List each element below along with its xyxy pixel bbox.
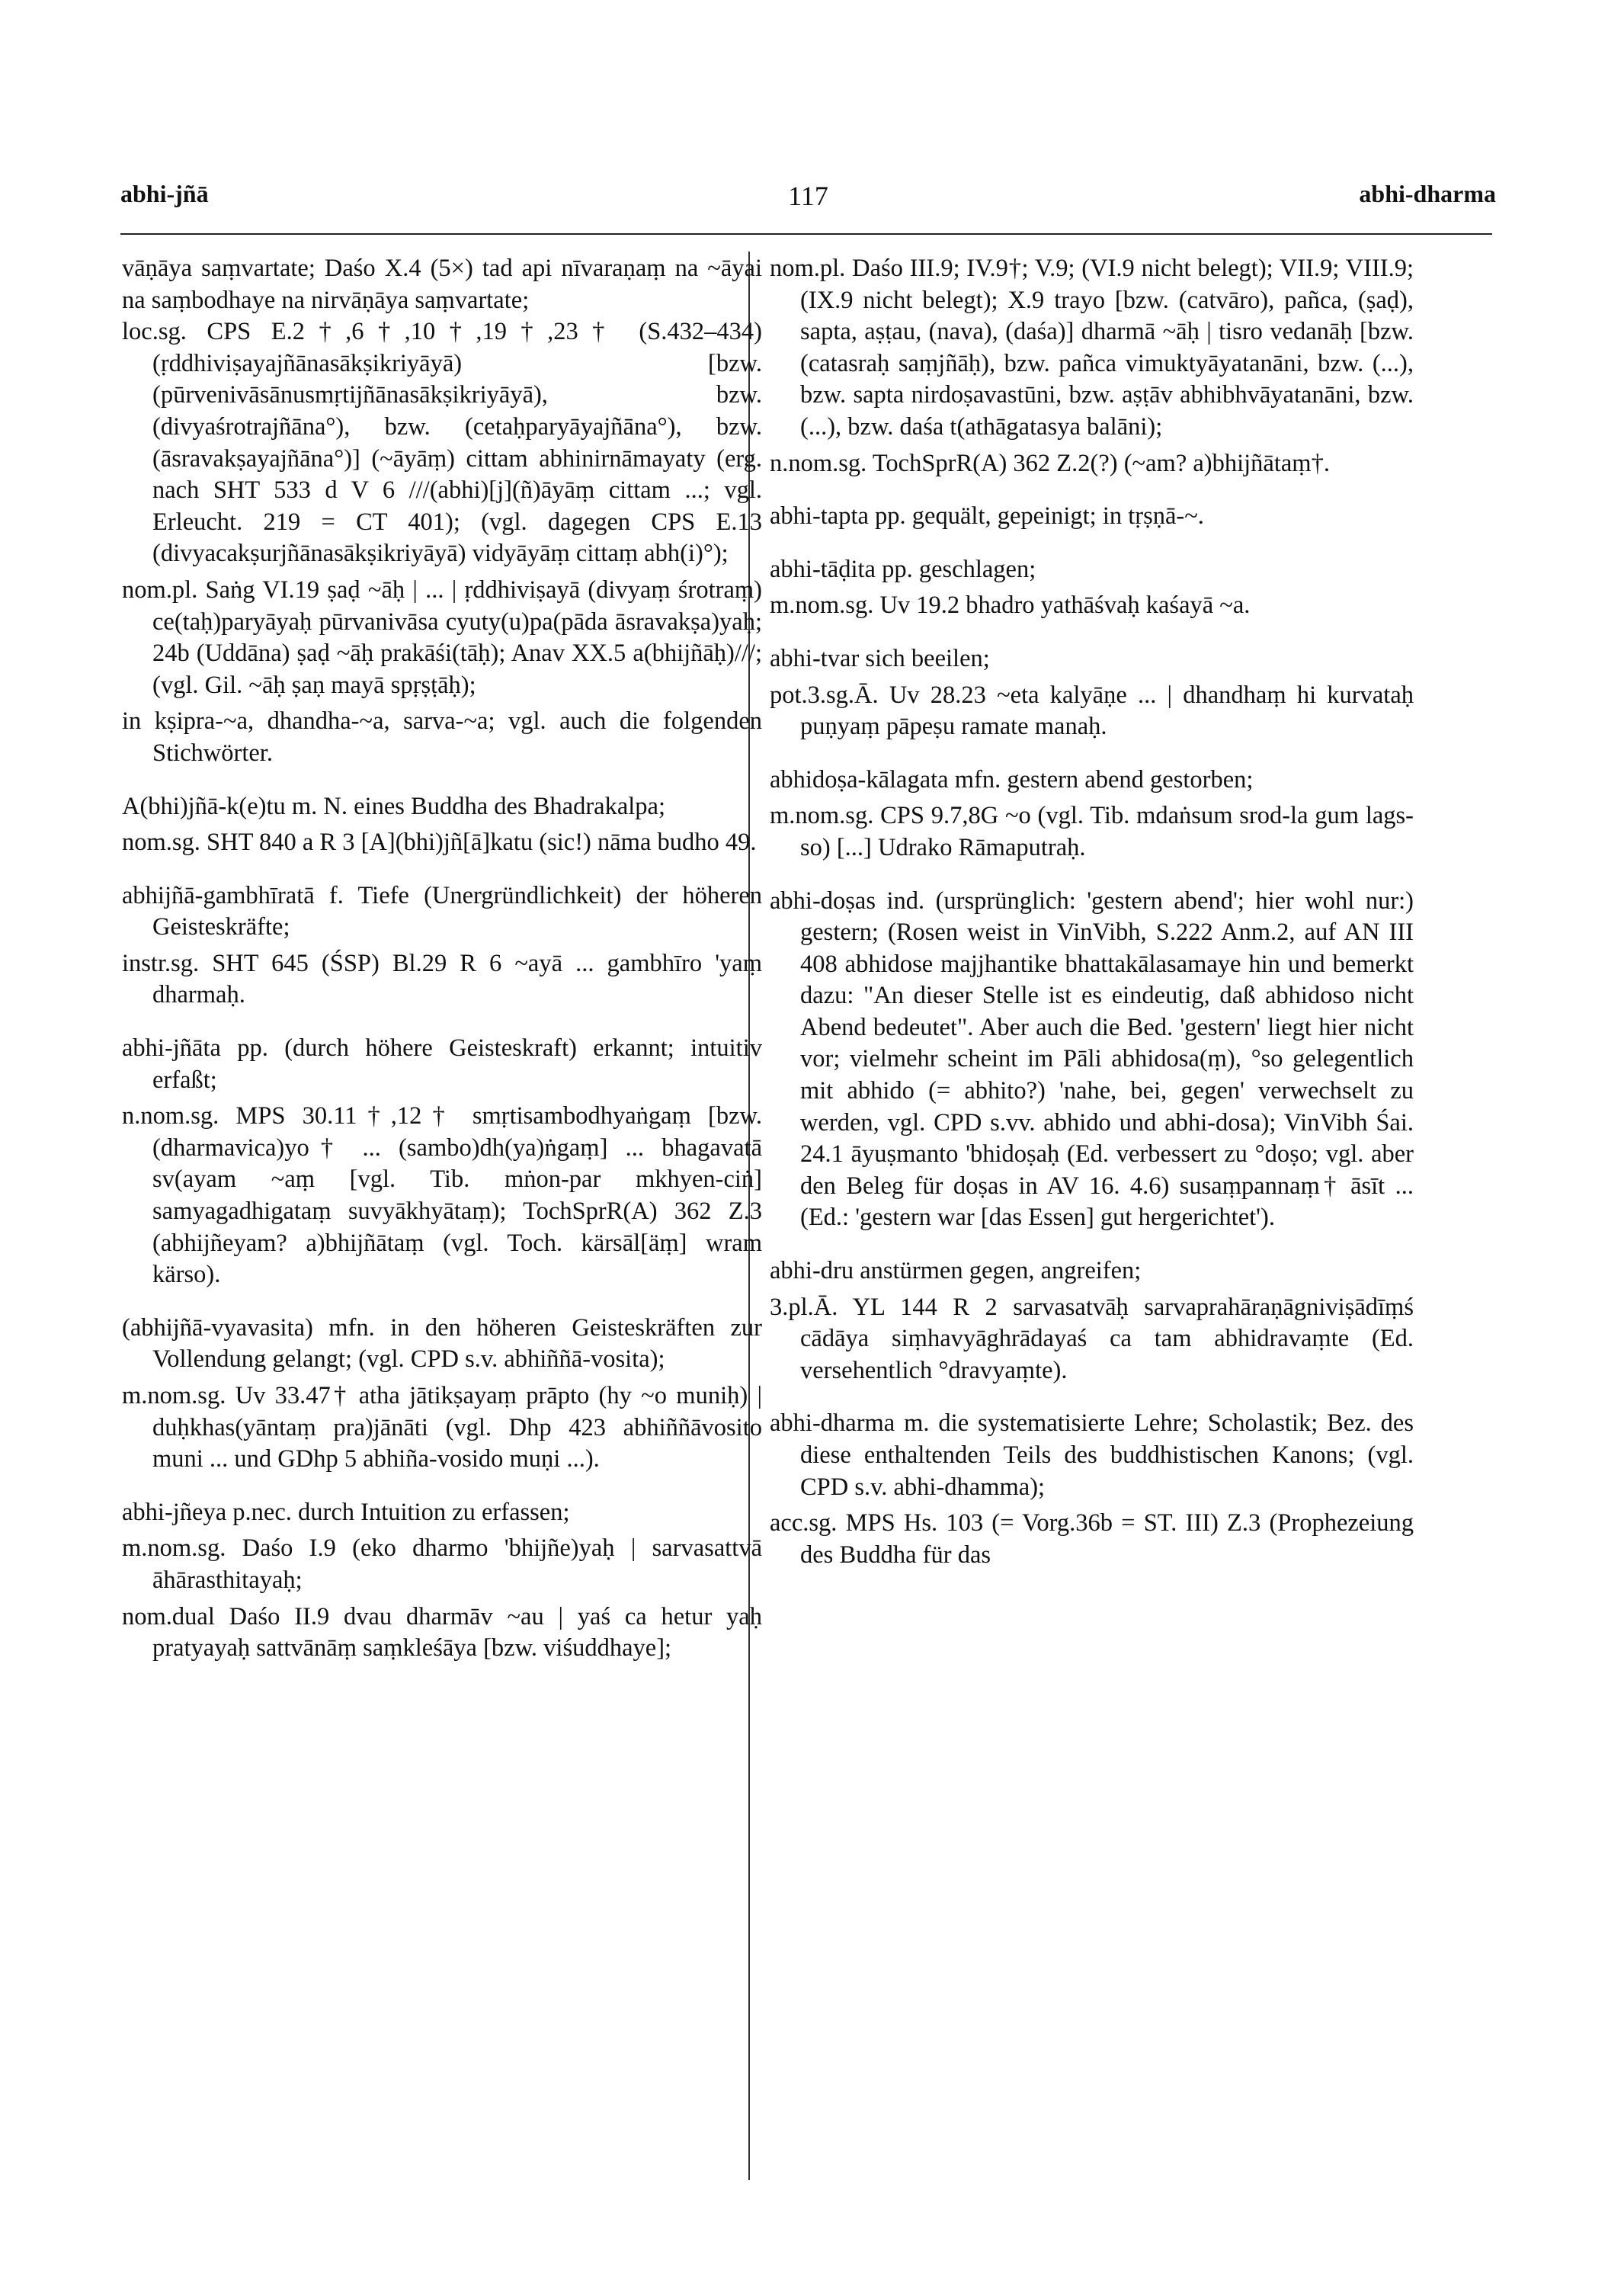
left-column [122,253,762,1686]
entry-headword: A(bhi)jñā-k(e)tu m. N. eines Buddha des Bhadrakalpa; [122,792,665,820]
entry-paragraph: acc.sg. MPS Hs. 103 (= Vorg.36b = ST. III) Z.3 (Prophezeiung des Buddha für das [770,1509,1414,1569]
dictionary-entry [122,791,762,859]
right-column [770,253,1414,1592]
entry-headword: (abhijñā-vyavasita) mfn. in den höheren Geisteskräften zur Vollendung gelangt; (vgl. CPD s.v. abhiññā-vosita); [122,1313,762,1374]
entry-paragraph: n.nom.sg. MPS 30.11†,12† smṛtisambodhyaṅgaṃ [bzw. (dharmavica)yo† ... (sambo)dh(ya)ṅgaṃ] ... bhagavatā sv(ayam ~aṃ [vgl. Tib. mṅon-par mkhyen-ciṅ] samyagadhigataṃ suvyākhyātaṃ); TochSprR(A) 362 Z.3 (abhijñeyam? a)bhijñātaṃ (vgl. Toch. kärsāl[äṃ] wram kärso). [122,1102,762,1289]
dictionary-entry [122,1313,762,1476]
entry-paragraph: m.nom.sg. Uv 33.47† atha jātikṣayaṃ prāpto (hy ~o muniḥ) | duḥkhas(yāntaṃ pra)jānāti (vgl. Dhp 423 abhiññāvosito muni ... und GDhp 5 abhiña-vosido muṇi ...). [122,1382,762,1473]
dictionary-entry [770,501,1414,533]
entry-headword: abhi-tāḍita pp. geschlagen; [770,555,1036,583]
dictionary-entry [770,886,1414,1235]
dictionary-entry [770,1408,1414,1571]
entry-headword: abhi-dharma m. die systematisierte Lehre; Scholastik; Bez. des diese enthaltenden Teils des buddhistischen Kanons; (vgl. CPD s.v. abhi-dhamma); [770,1409,1414,1501]
header-right-keyword: abhi-dharma [1359,180,1496,207]
header-left-keyword: abhi-jñā [120,180,209,207]
dictionary-entry [770,253,1414,479]
entry-paragraph: nom.dual Daśo II.9 dvau dharmāv ~au | yaś ca hetur yaḥ pratyayaḥ sattvānāṃ saṃkleśāya [bzw. viśuddhaye]; [122,1602,762,1662]
page-number: 117 [788,181,828,211]
dictionary-entry [122,253,762,770]
entry-paragraph: pot.3.sg.Ā. Uv 28.23 ~eta kalyāṇe ... | dhandhaṃ hi kurvataḥ puṇyaṃ pāpeṣu ramate manaḥ. [770,681,1414,741]
entry-paragraph: m.nom.sg. CPS 9.7,8G ~o (vgl. Tib. mdaṅsum srod-la gum lags-so) [...] Udrako Rāmaputraḥ. [770,802,1414,861]
dictionary-entry [770,554,1414,622]
entry-paragraph: 3.pl.Ā. YL 144 R 2 sarvasatvāḥ sarvaprahāraṇāgniviṣādīṃś cādāya siṃhavyāghrādayaś ca tam abhidravaṃte (Ed. versehentlich °dravyaṃte). [770,1293,1414,1384]
entry-headword: abhi-jñeya p.nec. durch Intuition zu erfassen; [122,1498,570,1526]
dictionary-entry [122,1497,762,1665]
entry-headword: abhi-dru anstürmen gegen, angreifen; [770,1257,1142,1285]
dictionary-entry [122,880,762,1012]
dictionary-entry [122,1033,762,1291]
entry-headword: abhi-tvar sich beeilen; [770,644,990,672]
entry-paragraph: in kṣipra-~a, dhandha-~a, sarva-~a; vgl. auch die folgenden Stichwörter. [122,707,762,767]
running-header [120,180,1496,226]
entry-paragraph: m.nom.sg. Uv 19.2 bhadro yathāśvaḥ kaśayā ~a. [770,592,1251,620]
dictionary-entry [770,643,1414,743]
entry-paragraph: nom.sg. SHT 840 a R 3 [A](bhi)jñ[ā]katu (sic!) nāma budho 49. [122,829,757,857]
entry-headword: abhi-jñāta pp. (durch höhere Geisteskraft) erkannt; intuitiv erfaßt; [122,1034,762,1094]
entry-paragraph: nom.pl. Daśo III.9; IV.9†; V.9; (VI.9 nicht belegt); VII.9; VIII.9; (IX.9 nicht belegt); X.9 trayo [bzw. (catvāro), pañca, (ṣaḍ), sapta, aṣṭau, (nava), (daśa)] dharmā ~āḥ | tisro vedanāḥ [bzw. (catasraḥ saṃjñāḥ), bzw. pañca vimuktyāyatanāni, bzw. (...), bzw. sapta nirdoṣavastūni, bzw. aṣṭāv abhibhvāyatanāni, bzw. (...), bzw. daśa t(athāgatasya balāni); [770,255,1414,441]
entry-paragraph: nom.pl. Saṅg VI.19 ṣaḍ ~āḥ | ... | ṛddhiviṣayā (divyaṃ śrotraṃ) ce(taḥ)paryāyaḥ pūrvanivāsa cyuty(u)pa(pāda āsravakṣa)yaḥ; 24b (Uddāna) ṣaḍ ~āḥ prakāśi(tāḥ); Anav XX.5 a(bhijñāḥ)///; (vgl. Gil. ~āḥ ṣaṇ mayā spṛṣṭāḥ); [122,576,762,699]
entry-headword: abhijñā-gambhīratā f. Tiefe (Unergründlichkeit) der höheren Geisteskräfte; [122,881,762,941]
entry-headword: abhi-tapta pp. gequält, gepeinigt; in tṛṣṇā-~. [770,502,1204,531]
entry-paragraph: instr.sg. SHT 645 (ŚSP) Bl.29 R 6 ~ayā ... gambhīro 'yaṃ dharmaḥ. [122,949,762,1009]
entry-paragraph: loc.sg. CPS E.2†,6†,10†,19†,23† (S.432–434) (ṛddhiviṣayajñānasākṣikriyāyā) [bzw. (pūrvenivāsānusmṛtijñānasākṣikriyāyā), bzw. (divyaśrotrajñāna°), bzw. (cetaḥparyāyajñāna°), bzw. (āsravakṣayajñāna°)] (~āyāṃ) cittam abhinirnāmayaty (erg. nach SHT 533 d V 6 ///(abhi)[j](ñ)āyāṃ cittam ...; vgl. Erleucht. 219 = CT 401); (vgl. dagegen CPS E.13 (divyacakṣurjñānasākṣikriyāyā) vidyāyāṃ cittaṃ abh(i)°); [122,318,762,568]
entry-paragraph: m.nom.sg. Daśo I.9 (eko dharmo 'bhijñe)yaḥ | sarvasattvā āhārasthitayaḥ; [122,1534,762,1594]
dictionary-entry [770,765,1414,864]
entry-paragraph: n.nom.sg. TochSprR(A) 362 Z.2(?) (~am? a)bhijñātaṃ†. [770,449,1330,477]
entry-paragraph: vāṇāya saṃvartate; Daśo X.4 (5×) tad api nīvaraṇaṃ na ~āyai na saṃbodhaye na nirvāṇāya saṃvartate; [122,255,762,314]
entry-headword: abhi-doṣas ind. (ursprünglich: 'gestern abend'; hier wohl nur:) gestern; (Rosen weist in VinVibh, S.222 Anm.2, auf AN III 408 abhidose majjhantike bhattakālasamaye hin und bemerkt dazu: "An dieser Stelle ist es eindeutig, daß abhidoso nicht Abend bedeutet". Aber auch die Bed. 'gestern' liegt hier nicht vor; vielmehr scheint im Pāli abhidosa(ṃ), °so gelegentlich mit abhido (= abhito?) 'nahe, bei, gegen' verwechselt zu werden, vgl. CPD s.vv. abhido und abhi-dosa); VinVibh Śai. 24.1 āyuṣmanto 'bhidoṣaḥ (Ed. verbessert zu °doṣo; vgl. aber den Beleg für doṣas in AV 16. 4.6) susaṃpannaṃ† āsīt ... (Ed.: 'gestern war [das Essen] gut hergerichtet'). [770,887,1414,1232]
header-rule [120,233,1492,235]
entry-headword: abhidoṣa-kālagata mfn. gestern abend gestorben; [770,765,1254,794]
dictionary-entry [770,1255,1414,1387]
